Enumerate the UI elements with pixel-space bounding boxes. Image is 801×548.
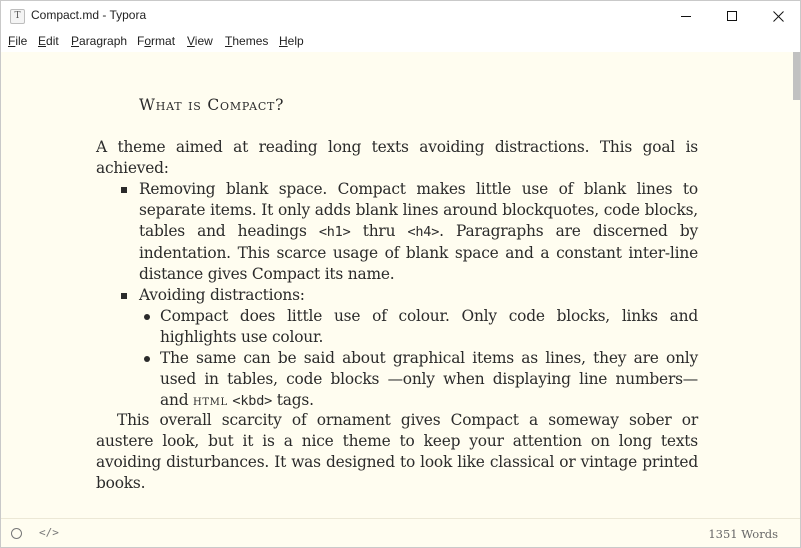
menu-help-mnemonic: H [279, 34, 288, 48]
menu-themes-rest: hemes [232, 34, 269, 48]
menu-edit-mnemonic: E [38, 34, 47, 48]
menu-view-rest: iew [194, 34, 213, 48]
sub2-text-a: The same can be said about graphical items as lines, they are only used in tables, code blocks —only when displaying line numbers— and [160, 349, 698, 409]
menu-format-pre: F [137, 34, 145, 48]
bullet2-label: Avoiding distractions: [139, 286, 305, 304]
maximize-button[interactable] [709, 1, 755, 31]
round-bullet-icon [144, 356, 150, 362]
typora-app-icon: T [10, 9, 25, 24]
square-bullet-icon [121, 187, 127, 193]
source-code-icon[interactable]: </> [39, 526, 59, 539]
menu-edit-rest: dit [46, 34, 59, 48]
menu-edit[interactable] [38, 34, 59, 48]
menu-paragraph-mnemonic: P [71, 34, 80, 48]
square-bullet-icon [121, 293, 127, 299]
menu-view[interactable] [187, 34, 213, 48]
editor-area[interactable] [1, 52, 792, 518]
html-smallcaps: html [193, 393, 228, 409]
inline-code-h4: <h4> [407, 224, 440, 240]
list-item [96, 179, 698, 285]
menu-view-mnemonic: V [187, 34, 195, 48]
menu-format[interactable] [137, 34, 175, 48]
minimize-button[interactable] [663, 1, 709, 31]
outline-circle-icon[interactable] [11, 528, 22, 539]
menu-file[interactable] [8, 34, 27, 48]
window-title: Compact.md - Typora [31, 8, 147, 22]
menu-paragraph[interactable] [71, 34, 127, 48]
status-bar [1, 518, 800, 548]
menu-format-rest: rmat [151, 34, 176, 48]
menu-help[interactable] [279, 34, 304, 48]
close-icon [773, 11, 784, 22]
menu-format-mnemonic: o [144, 34, 152, 48]
section-heading: What is Compact? [139, 96, 285, 114]
menu-file-mnemonic: F [8, 34, 16, 48]
list-item [96, 285, 698, 412]
menu-help-rest: elp [287, 34, 304, 48]
minimize-icon [681, 11, 691, 21]
title-bar[interactable] [1, 1, 800, 31]
nested-bullet-list [139, 306, 698, 412]
menu-file-rest: ile [15, 34, 28, 48]
sub2-text-c: tags. [272, 391, 314, 409]
inline-code-h1: <h1> [318, 224, 351, 240]
menu-themes[interactable] [225, 34, 268, 48]
menu-themes-mnemonic: T [225, 34, 233, 48]
close-button[interactable] [755, 1, 801, 31]
menu-paragraph-rest: aragraph [79, 34, 128, 48]
bullet1-text-a: Removing blank space. Compact makes little use of blank lines to separate items. It only adds blank lines around blockquotes, code blocks, tables and headings [139, 180, 698, 240]
round-bullet-icon [144, 314, 150, 320]
menu-bar [1, 31, 800, 52]
closing-paragraph: This overall scarcity of ornament gives Compact a someway sober or austere look, but it is a nice theme to keep your attention on long texts avoiding disturbances. It was designed to look like classical or vintage printed books. [96, 411, 698, 492]
bullet-list [96, 179, 698, 412]
bullet1-text-c: . Paragraphs are discerned by indentation. This scarce usage of blank space and a constant inter-line distance gives Compact its name. [139, 222, 698, 283]
bullet1-text-b: thru [350, 222, 408, 240]
nested-list-item [139, 348, 698, 412]
word-count[interactable]: 1351 Words [708, 527, 778, 541]
vertical-scrollbar[interactable] [792, 52, 800, 518]
sub1-text: Compact does little use of colour. Only code blocks, links and highlights use colour. [160, 307, 698, 346]
nested-list-item [139, 306, 698, 348]
scrollbar-thumb[interactable] [793, 52, 800, 100]
intro-paragraph: A theme aimed at reading long texts avoiding distractions. This goal is achieved: [96, 138, 698, 177]
maximize-icon [727, 11, 737, 21]
inline-code-kbd: <kbd> [232, 393, 273, 409]
